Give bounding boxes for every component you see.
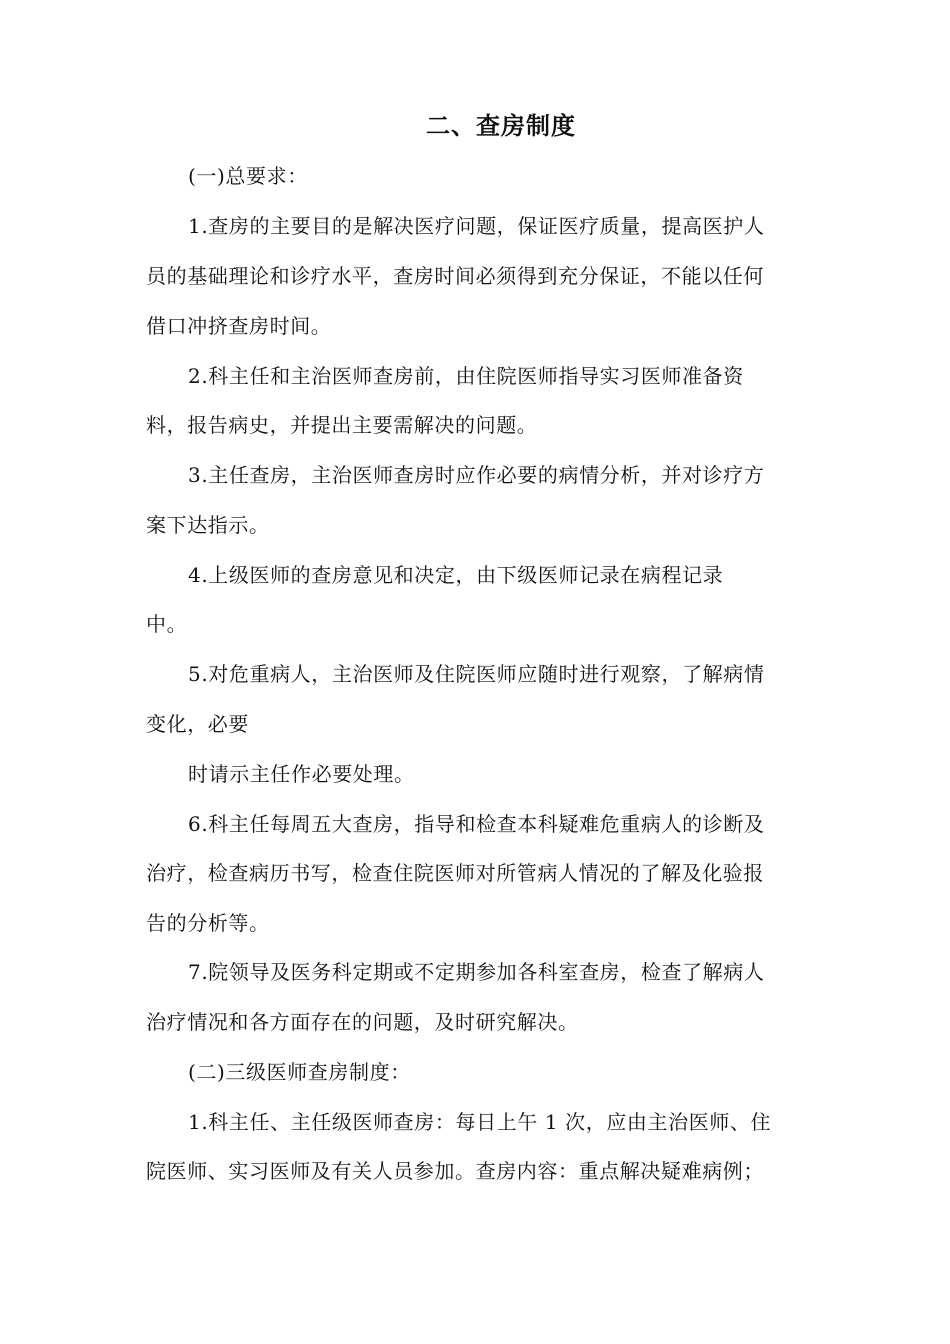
paragraph-line: 料，报告病史，并提出主要需解决的问题。 bbox=[146, 413, 538, 437]
paragraph-line: 借口冲挤查房时间。 bbox=[146, 314, 332, 338]
paragraph-line: 员的基础理论和诊疗水平，查房时间必须得到充分保证，不能以任何 bbox=[146, 264, 764, 288]
paragraph-line: 时请示主任作必要处理。 bbox=[188, 762, 415, 786]
paragraph-line: 7.院领导及医务科定期或不定期参加各科室查房，检查了解病人 bbox=[188, 960, 765, 984]
paragraph-line: 案下达指示。 bbox=[146, 513, 270, 537]
section-heading-general: (一)总要求： bbox=[188, 164, 308, 188]
section-heading-three-level: (二)三级医师查房制度： bbox=[188, 1060, 411, 1084]
paragraph-line: 变化，必要 bbox=[146, 712, 249, 736]
page-title: 二、查房制度 bbox=[426, 112, 576, 140]
paragraph-line: 1.查房的主要目的是解决医疗问题，保证医疗质量，提高医护人 bbox=[188, 214, 765, 238]
paragraph-line: 4.上级医师的查房意见和决定，由下级医师记录在病程记录 bbox=[188, 563, 724, 587]
paragraph-line: 中。 bbox=[146, 612, 188, 636]
paragraph-line: 告的分析等。 bbox=[146, 911, 270, 935]
paragraph-line: 1.科主任、主任级医师查房：每日上午 1 次，应由主治医师、住 bbox=[188, 1110, 772, 1134]
paragraph-line: 院医师、实习医师及有关人员参加。查房内容：重点解决疑难病例； bbox=[146, 1159, 764, 1183]
paragraph-line: 3.主任查房，主治医师查房时应作必要的病情分析，并对诊疗方 bbox=[188, 463, 765, 487]
paragraph-line: 治疗情况和各方面存在的问题，及时研究解决。 bbox=[146, 1010, 579, 1034]
paragraph-line: 治疗，检查病历书写，检查住院医师对所管病人情况的了解及化验报 bbox=[146, 861, 764, 885]
paragraph-line: 2.科主任和主治医师查房前，由住院医师指导实习医师准备资 bbox=[188, 364, 744, 388]
paragraph-line: 6.科主任每周五大查房，指导和检查本科疑难危重病人的诊断及 bbox=[188, 812, 765, 836]
paragraph-line: 5.对危重病人，主治医师及住院医师应随时进行观察，了解病情 bbox=[188, 662, 765, 686]
